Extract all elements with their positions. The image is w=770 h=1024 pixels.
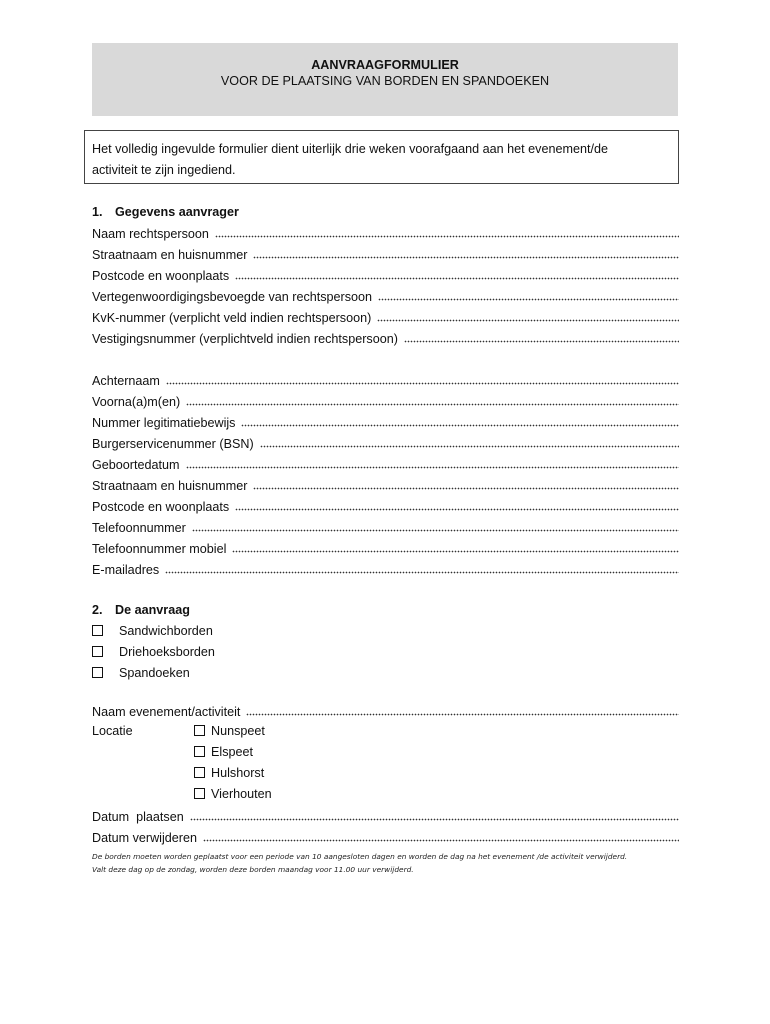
field-label: Telefoonnummer [92, 521, 186, 535]
checkbox-label-nunspeet: Nunspeet [211, 724, 265, 738]
location-label: Locatie [92, 724, 133, 738]
field-vertegenwoordiger[interactable] [92, 288, 679, 304]
checkbox-label-driehoeksborden: Driehoeksborden [119, 645, 215, 659]
fill-line[interactable] [235, 508, 679, 511]
form-subtitle: VOOR DE PLAATSING VAN BORDEN EN SPANDOEKEN [220, 74, 550, 88]
fill-line[interactable] [203, 839, 679, 842]
fill-line[interactable] [166, 382, 679, 385]
checkbox-hulshorst[interactable] [194, 767, 205, 778]
field-telefoonnummer-mobiel[interactable] [92, 540, 679, 556]
field-postcode-bedrijf[interactable] [92, 267, 679, 283]
field-naam-rechtspersoon[interactable] [92, 225, 679, 241]
fill-line[interactable] [377, 319, 679, 322]
field-telefoonnummer[interactable] [92, 519, 679, 535]
section-2-title: De aanvraag [115, 603, 190, 617]
field-label: Telefoonnummer mobiel [92, 542, 227, 556]
section-1-heading [92, 205, 239, 219]
field-label: Straatnaam en huisnummer [92, 248, 248, 262]
fill-line[interactable] [253, 256, 679, 259]
field-kvk-nummer[interactable] [92, 309, 679, 325]
field-geboortedatum[interactable] [92, 456, 679, 472]
checkbox-label-elspeet: Elspeet [211, 745, 254, 759]
checkbox-label-vierhouten: Vierhouten [211, 787, 272, 801]
field-label: Nummer legitimatiebewijs [92, 416, 236, 430]
field-label: KvK-nummer (verplicht veld indien rechtspersoon) [92, 311, 372, 325]
checkbox-sandwichborden[interactable] [92, 625, 103, 636]
field-label: Vertegenwoordigingsbevoegde van rechtspersoon [92, 290, 373, 304]
field-label: Straatnaam en huisnummer [92, 479, 248, 493]
fill-line[interactable] [186, 466, 679, 469]
field-label: Postcode en woonplaats [92, 500, 230, 514]
fill-line[interactable] [260, 445, 679, 448]
fill-line[interactable] [378, 298, 679, 301]
fill-line[interactable] [192, 529, 679, 532]
section-2-number: 2. [92, 603, 103, 617]
field-label: E-mailadres [92, 563, 160, 577]
field-vestigingsnummer[interactable] [92, 330, 679, 346]
field-label: Burgerservicenummer (BSN) [92, 437, 254, 451]
field-label: Voorna(a)m(en) [92, 395, 181, 409]
field-postcode-persoon[interactable] [92, 498, 679, 514]
fill-line[interactable] [190, 818, 679, 821]
checkbox-driehoeksborden[interactable] [92, 646, 103, 657]
checkbox-label-hulshorst: Hulshorst [211, 766, 265, 780]
field-achternaam[interactable] [92, 372, 679, 388]
footnote-line-1: De borden moeten worden geplaatst voor een periode van 10 aangesloten dagen en worden de dag na het evenement /de activiteit verwijderd. [92, 852, 628, 861]
field-label: Achternaam [92, 374, 160, 388]
field-label: Postcode en woonplaats [92, 269, 230, 283]
field-label: Datum plaatsen [92, 810, 184, 824]
checkbox-elspeet[interactable] [194, 746, 205, 757]
field-label: Naam rechtspersoon [92, 227, 209, 241]
fill-line[interactable] [165, 571, 679, 574]
field-straatnaam-bedrijf[interactable] [92, 246, 679, 262]
form-header [92, 43, 678, 116]
field-label: Vestigingsnummer (verplichtveld indien rechtspersoon) [92, 332, 398, 346]
section-2-heading [92, 603, 190, 617]
section-1-title: Gegevens aanvrager [115, 205, 239, 219]
checkbox-spandoeken[interactable] [92, 667, 103, 678]
fill-line[interactable] [186, 403, 679, 406]
section-1-number: 1. [92, 205, 103, 219]
field-label: Naam evenement/activiteit [92, 705, 241, 719]
field-label: Geboortedatum [92, 458, 180, 472]
checkbox-label-spandoeken: Spandoeken [119, 666, 190, 680]
form-title: AANVRAAGFORMULIER [311, 58, 459, 72]
fill-line[interactable] [232, 550, 679, 553]
field-naam-evenement[interactable] [92, 703, 679, 719]
checkbox-vierhouten[interactable] [194, 788, 205, 799]
field-bsn[interactable] [92, 435, 679, 451]
field-legitimatiebewijs[interactable] [92, 414, 679, 430]
fill-line[interactable] [253, 487, 679, 490]
footnote-line-2: Valt deze dag op de zondag, worden deze borden maandag voor 11.00 uur verwijderd. [92, 865, 414, 874]
field-voornamen[interactable] [92, 393, 679, 409]
field-label: Datum verwijderen [92, 831, 197, 845]
intro-notice [84, 130, 679, 184]
checkbox-label-sandwichborden: Sandwichborden [119, 624, 213, 638]
checkbox-nunspeet[interactable] [194, 725, 205, 736]
fill-line[interactable] [246, 713, 679, 716]
fill-line[interactable] [241, 424, 679, 427]
fill-line[interactable] [235, 277, 679, 280]
intro-line-1: Het volledig ingevulde formulier dient uiterlijk drie weken voorafgaand aan het evenement/de [92, 142, 608, 156]
fill-line[interactable] [404, 340, 679, 343]
intro-line-2: activiteit te zijn ingediend. [92, 163, 236, 177]
field-datum-plaatsen[interactable] [92, 808, 679, 824]
fill-line[interactable] [215, 235, 679, 238]
field-datum-verwijderen[interactable] [92, 829, 679, 845]
field-straatnaam-persoon[interactable] [92, 477, 679, 493]
field-emailadres[interactable] [92, 561, 679, 577]
